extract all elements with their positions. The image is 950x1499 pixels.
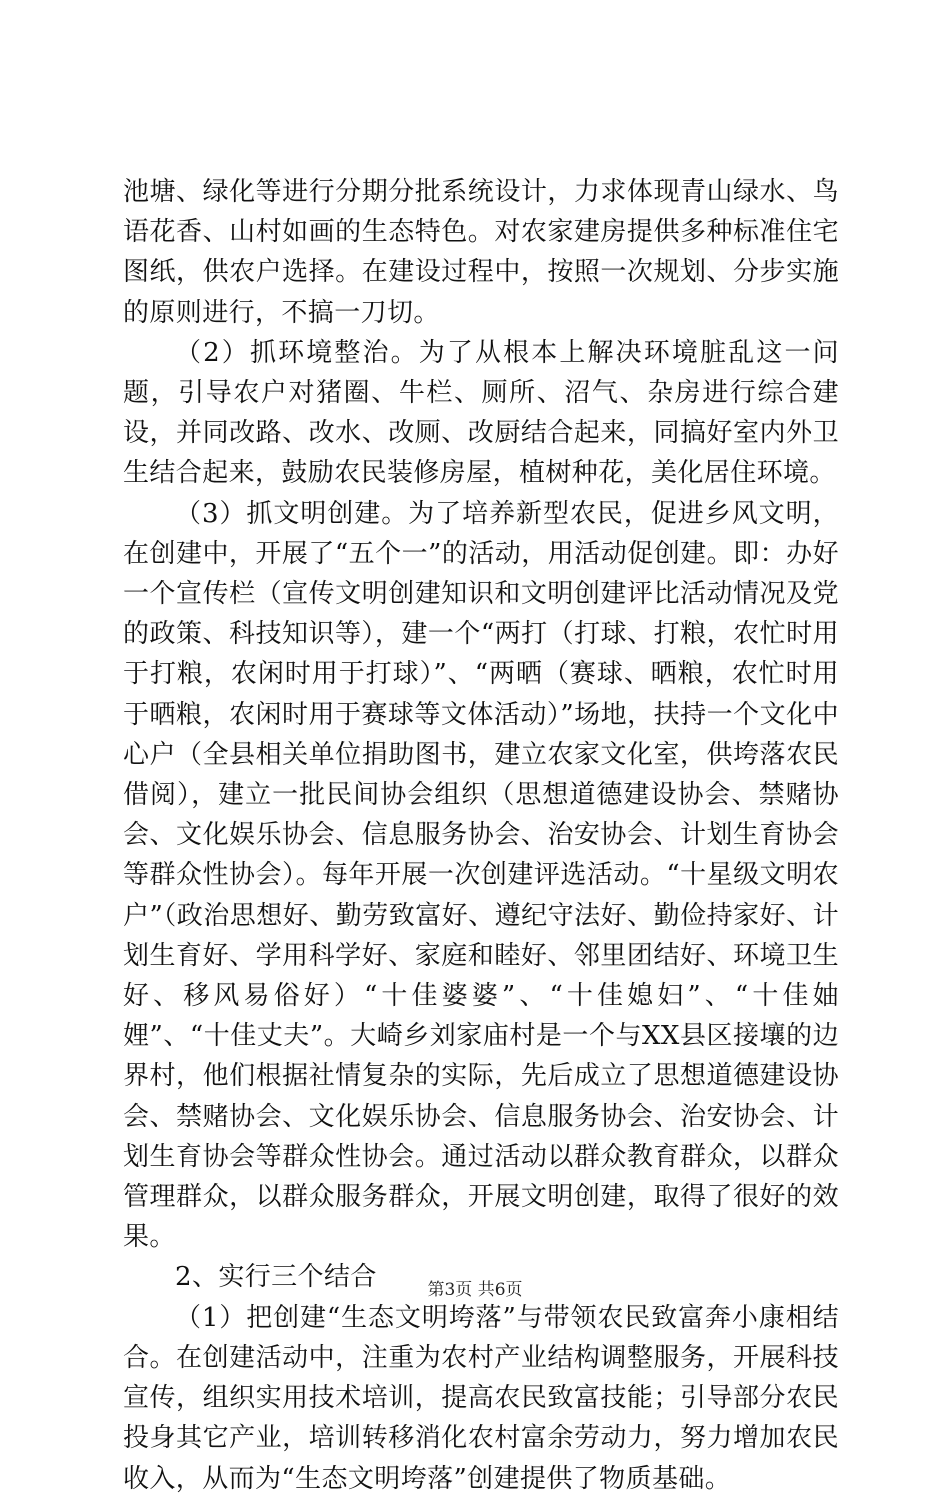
paragraph-environment: （2）抓环境整治。为了从根本上解决环境脏乱这一问题，引导农户对猪圈、牛栏、厕所、沼气、杂房进行综合建设，并同改路、改水、改厕、改厨结合起来，同搞好室内外卫生结合起来，鼓励农民装修房屋，植树种花，美化居住环境。: [123, 337, 839, 489]
paragraph-civilization: （3）抓文明创建。为了培养新型农民，促进乡风文明，在创建中，开展了“五个一”的活动，用活动促创建。即：办好一个宣传栏（宣传文明创建知识和文明创建评比活动情况及党的政策、科技知识等），建一个“两打（打球、打粮，农忙时用于打粮，农闲时用于打球）”、“两晒（赛球、晒粮，农忙时用于晒粮，农闲时用于赛球等文体活动）”场地，扶持一个文化中心户（全县相关单位捐助图书，建立农家文化室，供垮落农民借阅），建立一批民间协会组织（思想道德建设协会、禁赌协会、文化娱乐协会、信息服务协会、治安协会、计划生育协会等群众性协会）。每年开展一次创建评选活动。“十星级文明农户”（政治思想好、勤劳致富好、遵纪守法好、勤俭持家好、计划生育好、学用科学好、家庭和睦好、邻里团结好、环境卫生好、移风易俗好）“十佳婆婆”、“十佳媳妇”、“十佳妯娌”、“十佳丈夫”。大崎乡刘家庙村是一个与XX县区接壤的边界村，他们根据社情复杂的实际，先后成立了思想道德建设协会、禁赌协会、文化娱乐协会、信息服务协会、治安协会、计划生育协会等群众性协会。通过活动以群众教育群众，以群众管理群众，以群众服务群众，开展文明创建，取得了很好的效果。: [123, 498, 839, 1253]
paragraph-continued: 池塘、绿化等进行分期分批系统设计，力求体现青山绿水、鸟语花香、山村如画的生态特色。对农家建房提供多种标准住宅图纸，供农户选择。在建设过程中，按照一次规划、分步实施的原则进行，不搞一刀切。: [123, 177, 839, 328]
page-footer: 第3页 共6页: [427, 1280, 523, 1300]
section-heading: 2、实行三个结合: [175, 1262, 377, 1293]
paragraph-combination-1: （1）把创建“生态文明垮落”与带领农民致富奔小康相结合。在创建活动中，注重为农村产业结构调整服务，开展科技宣传，组织实用技术培训，提高农民致富技能；引导部分农民投身其它产业，培训转移消化农村富余劳动力，努力增加农民收入，从而为“生态文明垮落”创建提供了物质基础。: [123, 1302, 839, 1494]
